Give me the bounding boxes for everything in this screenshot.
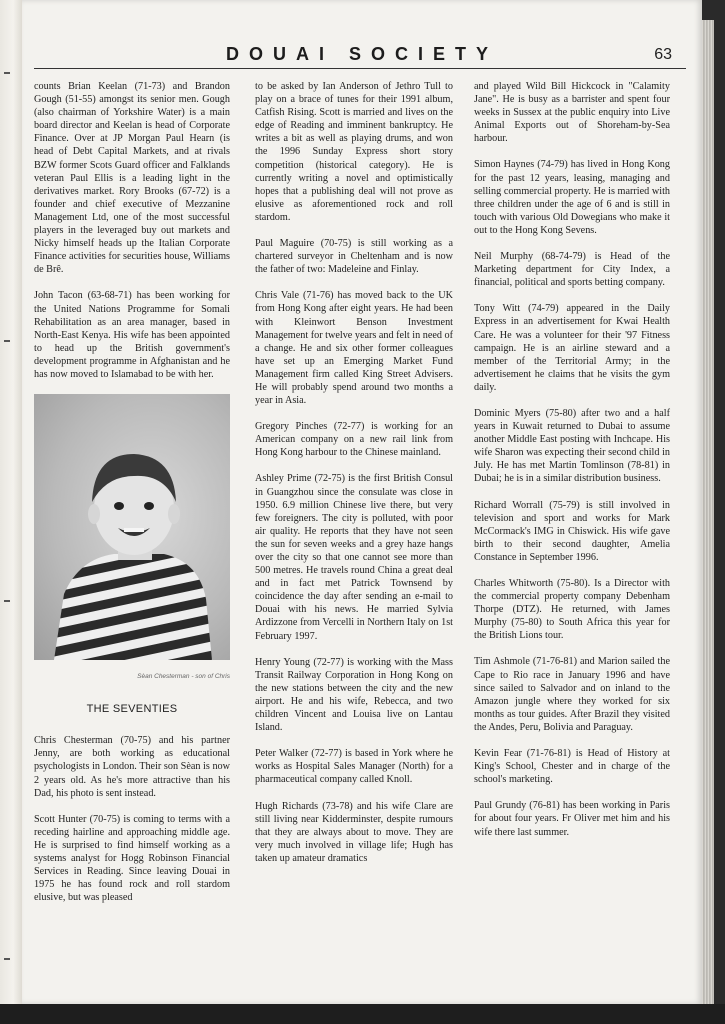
binding-mark <box>4 340 10 342</box>
photo-block <box>34 394 230 683</box>
paragraph: Peter Walker (72-77) is based in York where he works as Hospital Sales Manager (North) for a pharmaceutical company called Knoll. <box>255 748 453 786</box>
paragraph: Neil Murphy (68-74-79) is Head of the Marketing department for City Index, a financial, political and sports betting company. <box>474 251 670 289</box>
column-1 <box>34 80 230 917</box>
column-3 <box>474 80 670 852</box>
paragraph: Henry Young (72-77) is working with the Mass Transit Railway Corporation in Hong Kong on the new stations between the city and the new airport. He and his wife, Rebecca, and two children Vincent and Louisa live on Lantau Island. <box>255 656 453 734</box>
section-heading: THE SEVENTIES <box>86 703 178 716</box>
magazine-page <box>22 0 702 1004</box>
paragraph: and played Wild Bill Hickcock in "Calamity Jane". He is busy as a barrister and spent four weeks in Sussex at the public enquiry into Live Animal Exports out of Shoreham-by-Sea harbour. <box>474 81 670 145</box>
book-binding <box>0 0 22 1024</box>
child-photo <box>34 394 230 660</box>
paragraph: Kevin Fear (71-76-81) is Head of History at King's School, Chester and in charge of the school's marketing. <box>474 748 670 786</box>
page-title: DOUAI SOCIETY <box>225 44 498 64</box>
paragraph: Ashley Prime (72-75) is the first British Consul in Guangzhou since the consulate was close in 1950. 6.9 million Chinese live there, but very few foreigners. The city is polluted, with poor air quality. He reports that they have not seen the sun for seven weeks and a grey haze hangs over the city so that one cannot see more than 500 metres. He travels round China a great deal and in fact met Patrick Townsend by coincidence the day after sending an e-mail to Douai with his news. He married Sylvia Ardizzone from Vercelli in Northern Italy on 1st February 1997. <box>255 473 453 642</box>
binding-mark <box>4 72 10 74</box>
page-header <box>22 44 702 70</box>
paragraph: Paul Grundy (76-81) has been working in Paris for about four years. Fr Oliver met him and his wife there last summer. <box>474 800 670 838</box>
binding-mark <box>4 600 10 602</box>
paragraph: to be asked by Ian Anderson of Jethro Tull to play on a brace of tunes for their 1991 album, Catfish Rising. Scott is married and lives on the edge of Reading and imminent bankruptcy. He writes a bit as well as playing drums, and won the 1996 Sunday Express short story competition (historical category). He is currently writing a novel and optimistically hopes that a publishing deal will not prove as elusive as aforementioned rock and roll stardom. <box>255 81 453 223</box>
paragraph: Simon Haynes (74-79) has lived in Hong Kong for the past 12 years, leasing, managing and selling commercial property. He is married with three children under the age of 6 and is still in touch with various Old Dowegians who make it out to the Hong Kong Sevens. <box>474 159 670 236</box>
paragraph: Richard Worrall (75-79) is still involved in television and sport and works for Mark McCormack's IMG in Chiswick. His wife gave birth to their second daughter, Amelia Constance in September 1996. <box>474 499 670 563</box>
binding-mark <box>4 958 10 960</box>
page-edges <box>702 20 714 1004</box>
paragraph: Charles Whitworth (75-80). Is a Director with the commercial property company Debenham Thorpe (DTZ). He returned, with James Murphy (75-80) to South Africa this year for the British Lions tour. <box>474 578 670 642</box>
child-photo-illustration <box>34 394 230 660</box>
header-rule <box>34 68 686 69</box>
paragraph: Chris Vale (71-76) has moved back to the UK from Hong Kong after eight years. He had been with Kleinwort Benson Investment Management for twelve years and felt in need of a change. He and six other former colleagues have set up an Emerging Market Fund Management firm called King Street Advisers. He will probably spend around two months a year in Asia. <box>255 290 454 407</box>
paragraph: Gregory Pinches (72-77) is working for an American company on a new rail link from Hong Kong harbour to the Chinese mainland. <box>255 421 453 459</box>
paragraph: Hugh Richards (73-78) and his wife Clare are still living near Kidderminster, despite rumours that they are always about to move. They are very much involved in village life; Hugh has taken up amateur dramatics <box>255 800 453 864</box>
photo-caption: Sèan Chesterman - son of Chris <box>137 673 230 681</box>
paragraph: counts Brian Keelan (71-73) and Brandon Gough (51-55) amongst its senior men. Gough (also chairman of Yorkshire Water) is a main board director and Keelan is head of Corporate Finance. Over at JP Morgan Paul Hearn (is head of Debt Capital Markets, and at rivals BZW former Scots Guard officer and Falklands veteran Paul Ellis is a leading light in the derivatives market. Rory Brooks (67-72) is a founder and chief executive of Mezzanine Management Ltd, one of the most successful players in the leveraged buy out markets and Nicky himself heads up the Italian Corporate Finance activities for securities house, Williams de Brê. <box>34 81 230 276</box>
paragraph: Paul Maguire (70-75) is still working as a chartered surveyor in Cheltenham and is now the father of two: Madeleine and Finlay. <box>255 238 453 276</box>
paragraph: Chris Chesterman (70-75) and his partner Jenny, are both working as educational psychologists in London. Their son Sèan is now 2 years old. As he's more attractive than his Dad, his photo is sent instead. <box>34 735 230 799</box>
paragraph: Scott Hunter (70-75) is coming to terms with a receding hairline and approaching middle age. He is surprised to find himself working as a systems analyst for Hogg Robinson Financial Services in Reading. Since leaving Douai in 1975 he has found rock and roll stardom elusive, but was pleased <box>34 813 230 904</box>
paragraph: Dominic Myers (75-80) after two and a half years in Kuwait returned to Dubai to assume another Middle East posting with Inchcape. His wife Sharon was expecting their second child in July. He has met Martin Tomlinson (78-81) in Dubai; he is in a similar distribution business. <box>474 407 670 485</box>
scan-shadow <box>0 1004 725 1024</box>
paragraph: Tony Witt (74-79) appeared in the Daily Express in an advertisement for Kwai Health Care. He was a volunteer for their '97 Fitness campaign. He is an airline steward and a member of the Territorial Army; in the advertisement he claims that he visits the gym daily. <box>474 303 670 393</box>
paragraph: John Tacon (63-68-71) has been working for the United Nations Programme for Somali Rehabilitation as an area manager, based in North-East Kenya. His wife has been appointed to head up the British government's development programme in Afghanistan and he has now moved to Islamabad to be with her. <box>34 290 230 380</box>
paragraph: Tim Ashmole (71-76-81) and Marion sailed the Cape to Rio race in January 1996 and have since sailed to Salvador and on inland to the Amazon jungle where they worked for six months as tour guides. After Brazil they visited the Andes, Peru, Bolivia and Paraguay. <box>474 656 670 733</box>
page-number: 63 <box>654 46 672 63</box>
column-2 <box>255 80 453 878</box>
